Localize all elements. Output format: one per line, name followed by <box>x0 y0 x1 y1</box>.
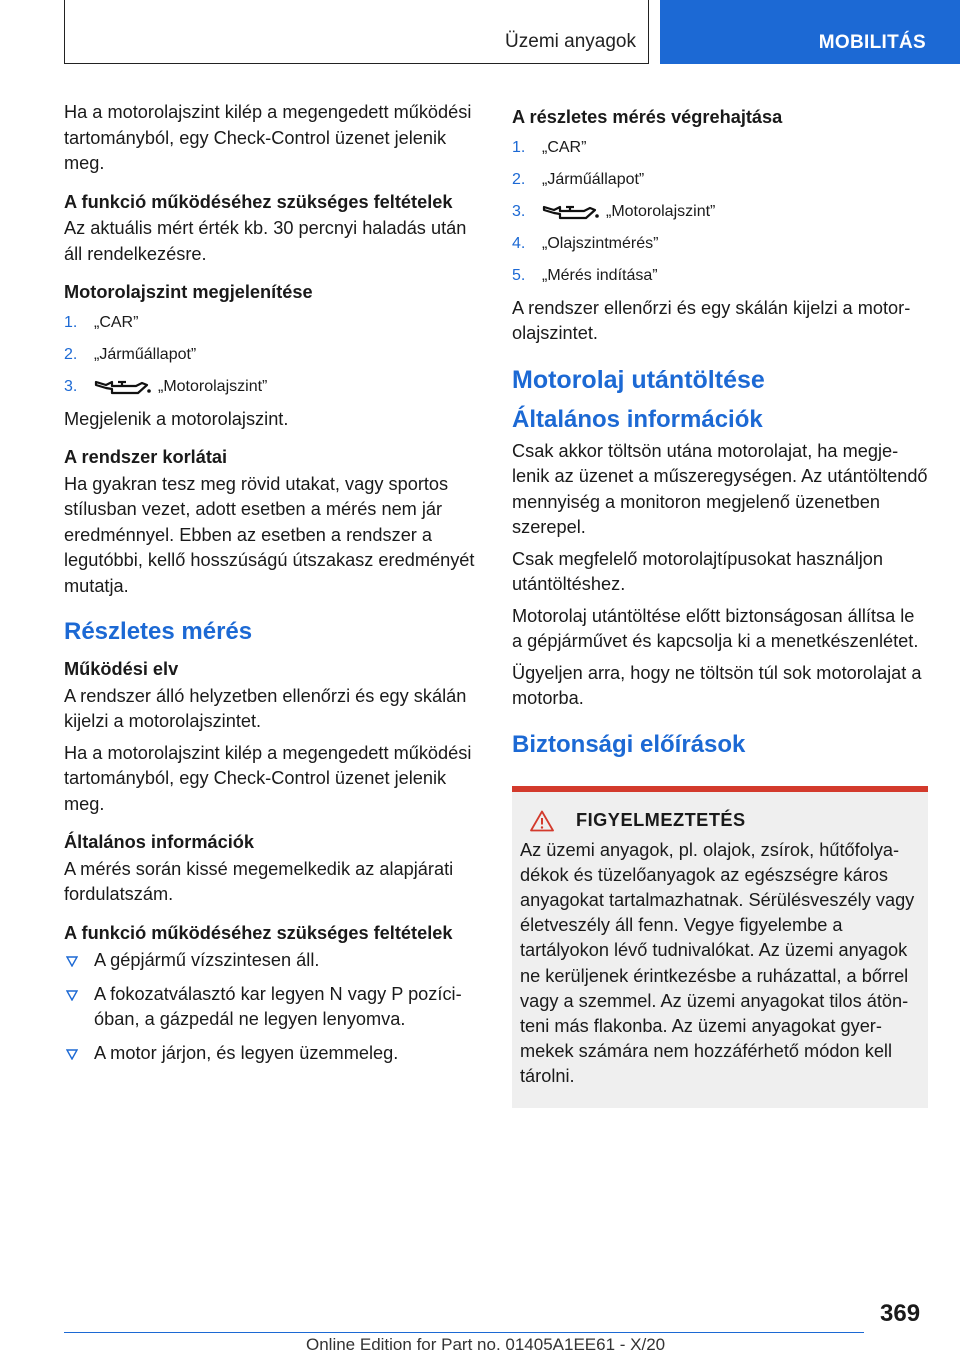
step-text: „Mérés indítása” <box>542 266 658 284</box>
paragraph-refill-1: Csak akkor töltsön utána motorolajat, ha megjelenik az üzenet a műszeregységen. Az utántöltendő mennyiség a monitoron megjelenő üzenetben szerepel. <box>512 440 928 537</box>
paragraph-refill-3: Motorolaj utántöltése előtt biztonságosan állítsa le a gépjárművet és kapcsolja ki a menetkészenlétet. <box>512 605 919 651</box>
paragraph-general-information: A mérés során kissé megemelkedik az alapjárati fordulatszám. <box>64 858 454 904</box>
header-section-box <box>64 0 649 64</box>
condition-text: A gépjármű vízszintesen áll. <box>94 950 320 970</box>
list-item <box>512 164 928 196</box>
step-text: „CAR” <box>94 313 139 331</box>
heading-refill-general: Általános információk <box>512 405 763 433</box>
triangle-bullet-icon <box>66 990 78 1001</box>
heading-system-limits: A rendszer korlátai <box>64 447 228 467</box>
paragraph-principle-2: Ha a motorolajszint kilép a megengedett működési tartományból, egy Check-Control üzenet jelenik meg. <box>64 742 472 814</box>
conditions-list <box>64 948 476 1066</box>
step-number: 5. <box>512 266 526 284</box>
warning-box <box>512 786 928 1108</box>
paragraph-perform-result: A rendszer ellenőrzi és egy skálán kijelzi a motorolajszintet. <box>512 297 911 343</box>
step-number: 3. <box>512 202 526 220</box>
step-number: 2. <box>512 170 526 188</box>
triangle-bullet-icon <box>66 1049 78 1060</box>
warning-triangle-icon <box>530 810 554 832</box>
step-number: 2. <box>64 345 78 363</box>
step-number: 4. <box>512 234 526 252</box>
header-chapter-tab <box>660 0 960 64</box>
list-item <box>64 339 476 371</box>
list-item <box>64 307 476 339</box>
paragraph-display-result: Megjelenik a motorolajszint. <box>64 408 289 429</box>
condition-text: A fokozatválasztó kar legyen N vagy P pozícióban, a gázpedál ne legyen lenyomva. <box>94 983 462 1029</box>
right-column <box>512 100 928 1108</box>
warning-text: Az üzemi anyagok, pl. olajok, zsírok, hűtőfolyadékok és tüzelőanyagok az egészségre káros anyagokat tartalmazhatnak. Sérülésveszély vagy életveszély áll fenn. Vegye figyelembe a tartályokon lévő tudnivalókat. Az üzemi anyagok ne kerüljenek érintkezésbe a ruházattal, a bőrrel vagy a szemmel. Az üzemi anyagokat tilos átönteni más flakonba. Az üzemi anyagokat gyermekek számára nem hozzáférhető módon kell tárolni. <box>520 839 915 1087</box>
oil-can-icon <box>94 376 152 398</box>
step-number: 1. <box>64 313 78 331</box>
footer-edition-text: Online Edition for Part no. 01405A1EE61 - X/20 <box>306 1335 666 1354</box>
warning-title-row <box>530 810 920 832</box>
list-item <box>64 982 476 1033</box>
list-item <box>64 948 476 974</box>
header-section-label: Üzemi anyagok <box>505 31 636 52</box>
step-text: „Motorolajszint” <box>158 377 268 395</box>
footer-divider <box>64 1332 864 1333</box>
heading-safety-instructions: Biztonsági előírások <box>512 730 746 758</box>
heading-oil-level-display: Motorolajszint megjelenítése <box>64 282 313 302</box>
step-text: „CAR” <box>542 138 587 156</box>
display-steps-list <box>64 307 476 403</box>
step-number: 3. <box>64 377 78 395</box>
heading-general-information: Általános információk <box>64 832 255 852</box>
warning-title: FIGYELMEZTETÉS <box>576 810 746 830</box>
list-item <box>512 260 928 292</box>
condition-text: A motor járjon, és legyen üzemmeleg. <box>94 1042 399 1063</box>
step-text: „Motorolajszint” <box>606 202 716 220</box>
list-item <box>64 1041 476 1067</box>
step-text: „Járműállapot” <box>94 345 197 363</box>
perform-steps-list <box>512 132 928 292</box>
heading-perform-measurement: A részletes mérés végrehajtása <box>512 107 783 127</box>
page-number: 369 <box>880 1300 921 1327</box>
paragraph-system-limits: Ha gyakran tesz meg rövid utakat, vagy sportos stílusban vezet, adott esetben a mérés nem jár eredménnyel. Ebben az esetben a rendszer a legutóbbi, kellő hosszúságú útszakasz eredményét mutatja. <box>64 473 475 596</box>
left-column <box>64 100 476 1074</box>
header-chapter-label: MOBILITÁS <box>818 32 926 53</box>
list-item <box>512 132 928 164</box>
heading-oil-refill: Motorolaj utántöltése <box>512 365 765 394</box>
paragraph-intro: Ha a motorolajszint kilép a megengedett működési tartományból, egy Check-Control üzenet jelenik meg. <box>64 102 472 173</box>
heading-function-conditions-2: A funkció működéséhez szükséges feltételek <box>64 922 453 943</box>
heading-operating-principle: Működési elv <box>64 659 179 679</box>
paragraph-refill-2: Csak megfelelő motorolajtípusokat használjon utántöltéshez. <box>512 548 884 594</box>
paragraph-refill-4: Ügyeljen arra, hogy ne töltsön túl sok motorolajat a motorba. <box>512 662 922 708</box>
paragraph-function-conditions: Az aktuális mért érték kb. 30 percnyi haladás után áll rendelkezésre. <box>64 218 467 264</box>
triangle-bullet-icon <box>66 956 78 967</box>
heading-detailed-measurement: Részletes mérés <box>64 618 253 645</box>
step-text: „Olajszintmérés” <box>542 234 659 252</box>
list-item <box>64 371 476 403</box>
step-number: 1. <box>512 138 526 156</box>
heading-function-conditions: A funkció működéséhez szükséges feltételek <box>64 191 453 212</box>
step-text: „Járműállapot” <box>542 170 645 188</box>
oil-can-icon <box>542 201 600 223</box>
paragraph-principle-1: A rendszer álló helyzetben ellenőrzi és egy skálán kijelzi a motorolajszintet. <box>64 685 467 731</box>
list-item <box>512 196 928 228</box>
list-item <box>512 228 928 260</box>
